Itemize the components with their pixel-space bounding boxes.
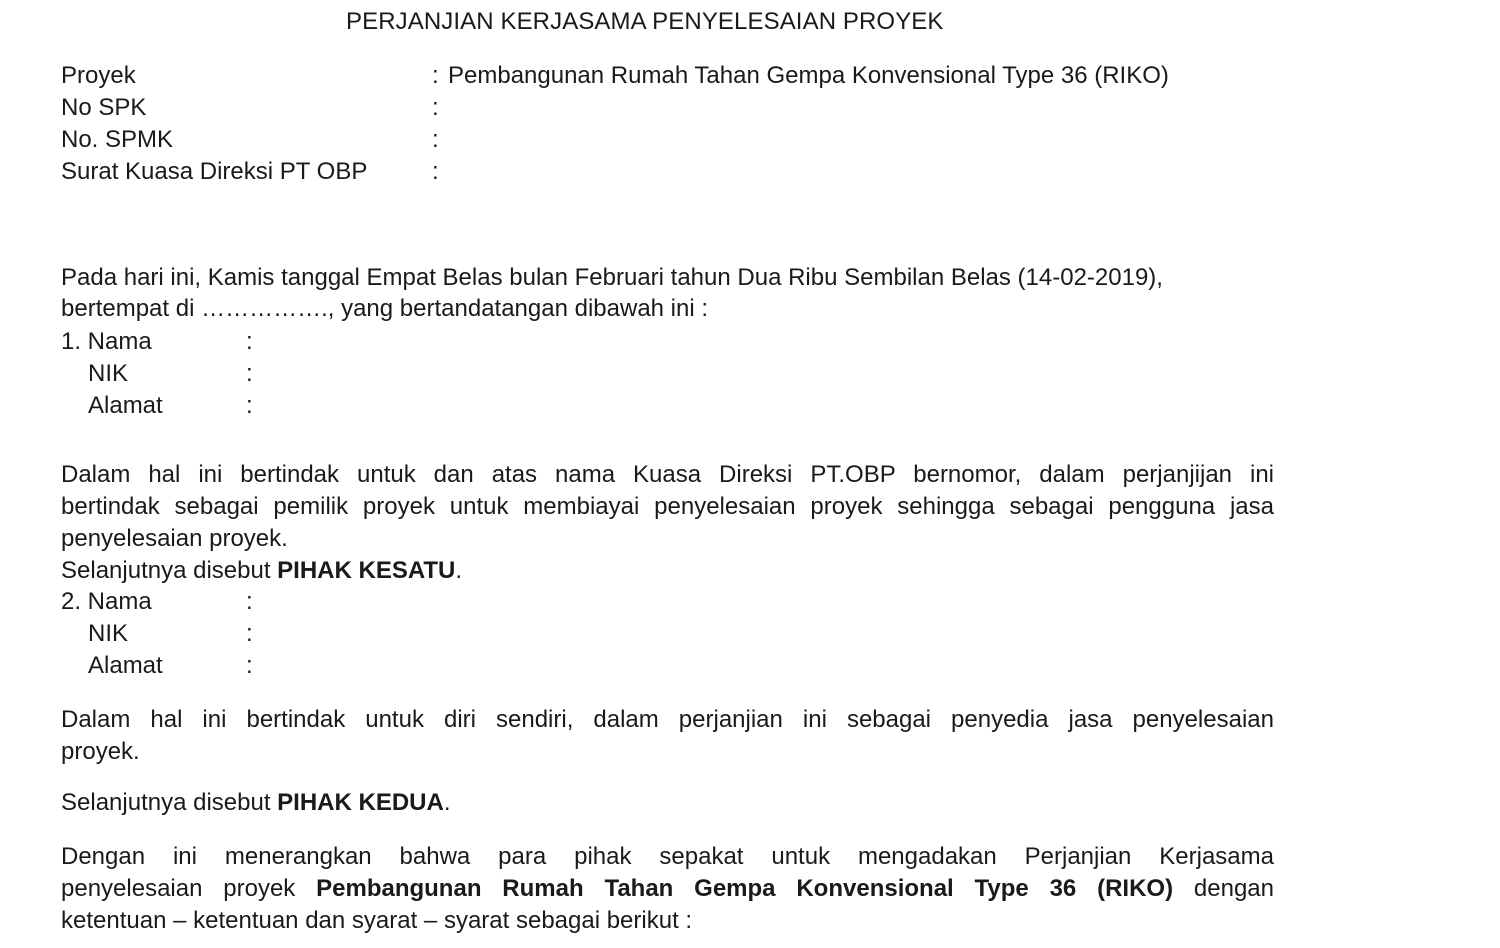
- agreement-suffix: dengan: [1173, 875, 1274, 902]
- meta-value: Pembangunan Rumah Tahan Gempa Konvensional Type 36 (RIKO): [448, 62, 1169, 89]
- paragraph-line: Dalam hal ini bertindak untuk diri sendiri, dalam perjanjian ini sebagai penyedia jasa penyelesaian: [61, 706, 1274, 733]
- pihak-kedua-prefix: Selanjutnya disebut: [61, 789, 278, 816]
- party-1-nik-colon: :: [246, 360, 253, 387]
- meta-label: No. SPMK: [61, 126, 174, 153]
- meta-colon: :: [432, 126, 439, 153]
- party-2-name-colon: :: [246, 588, 253, 615]
- pihak-kesatu-line: [61, 555, 462, 587]
- meta-label: Surat Kuasa Direksi PT OBP: [61, 158, 368, 185]
- paragraph-line: Dalam hal ini bertindak untuk dan atas nama Kuasa Direksi PT.OBP bernomor, dalam perjanjijan ini: [61, 461, 1274, 488]
- meta-label: Proyek: [61, 62, 136, 89]
- pihak-kesatu-suffix: .: [455, 557, 463, 584]
- party-2-alamat-label: Alamat: [88, 652, 163, 679]
- meta-colon: :: [432, 158, 439, 185]
- paragraph-line: bertindak sebagai pemilik proyek untuk membiayai penyelesaian proyek sehingga sebagai pengguna jasa: [61, 493, 1274, 520]
- pihak-kedua-suffix: .: [443, 789, 451, 816]
- agreement-project-name: Pembangunan Rumah Tahan Gempa Konvensional Type 36 (RIKO): [316, 875, 1174, 902]
- party-2-name-label: 2. Nama: [61, 588, 152, 615]
- meta-colon: :: [432, 62, 439, 89]
- party-2-alamat-colon: :: [246, 652, 253, 679]
- pihak-kedua-line: [61, 787, 451, 819]
- paragraph-party-2: [61, 704, 1274, 768]
- pihak-kesatu-label: PIHAK KESATU: [277, 557, 456, 584]
- intro-line-2: bertempat di ……………., yang bertandatangan dibawah ini :: [61, 295, 709, 322]
- meta-colon: :: [432, 94, 439, 121]
- party-1-nik-label: NIK: [88, 360, 129, 387]
- party-1-name-label: 1. Nama: [61, 328, 152, 355]
- document-title: PERJANJIAN KERJASAMA PENYELESAIAN PROYEK: [346, 8, 944, 35]
- party-1-alamat-label: Alamat: [88, 392, 163, 419]
- paragraph-agreement: [61, 841, 1274, 937]
- paragraph-party-1: [61, 459, 1274, 555]
- party-2-nik-colon: :: [246, 620, 253, 647]
- paragraph-line: Dengan ini menerangkan bahwa para pihak sepakat untuk mengadakan Perjanjian Kerjasama: [61, 843, 1274, 870]
- paragraph-line: ketentuan – ketentuan dan syarat – syarat sebagai berikut :: [61, 907, 693, 934]
- pihak-kesatu-prefix: Selanjutnya disebut: [61, 557, 278, 584]
- party-1-alamat-colon: :: [246, 392, 253, 419]
- meta-label: No SPK: [61, 94, 147, 121]
- party-1-name-colon: :: [246, 328, 253, 355]
- intro-line-1: Pada hari ini, Kamis tanggal Empat Belas bulan Februari tahun Dua Ribu Sembilan Belas (14-02-2019),: [61, 264, 1163, 291]
- paragraph-line: proyek.: [61, 738, 140, 765]
- paragraph-line: [61, 873, 1274, 905]
- paragraph-line: penyelesaian proyek.: [61, 525, 288, 552]
- agreement-prefix: penyelesaian proyek: [61, 875, 317, 902]
- pihak-kedua-label: PIHAK KEDUA: [277, 789, 444, 816]
- party-2-nik-label: NIK: [88, 620, 129, 647]
